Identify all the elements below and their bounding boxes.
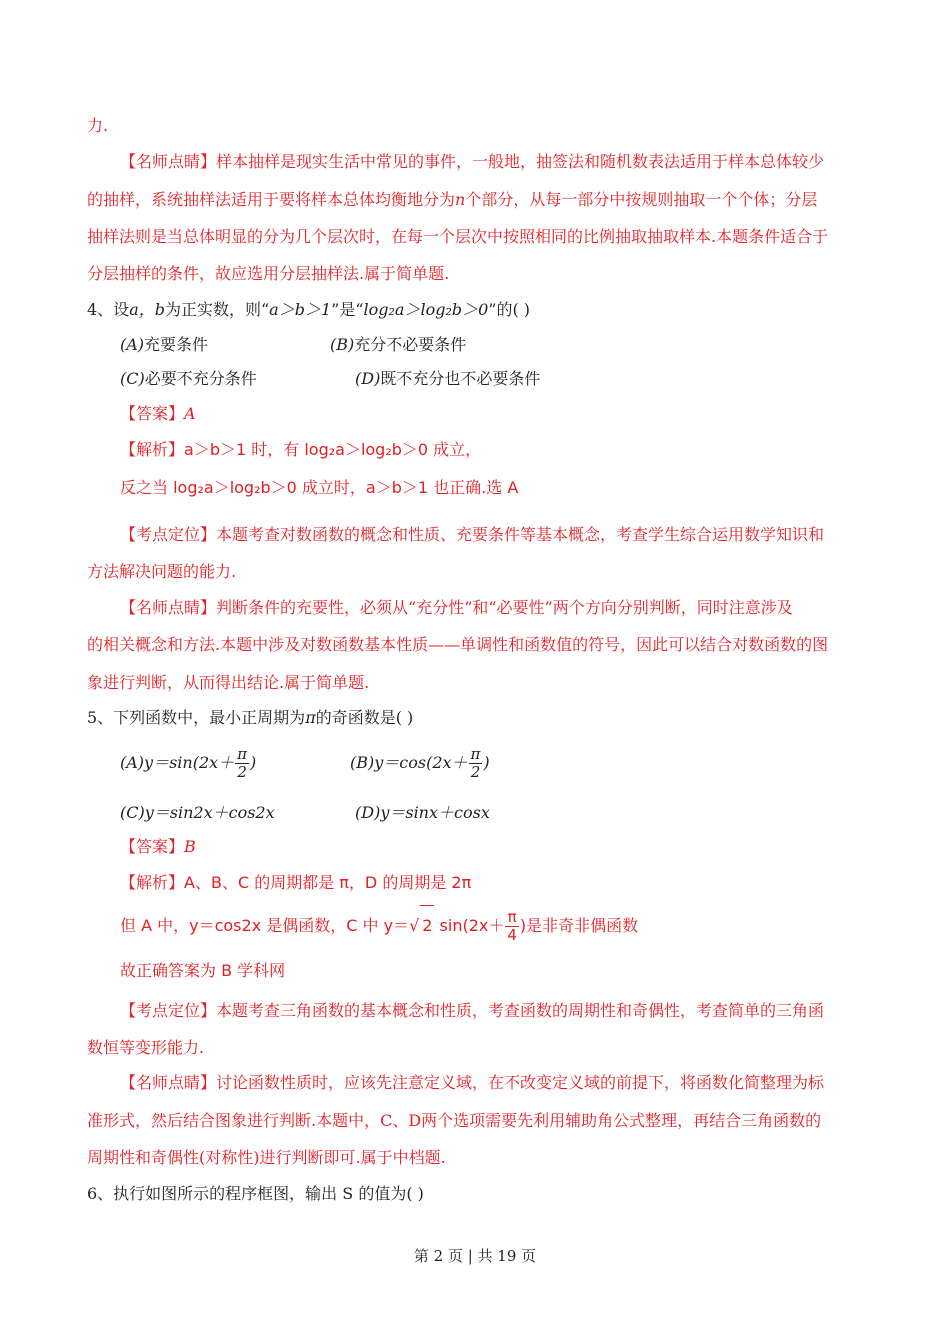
analysis-text: a＞b＞1 时，有 log₂a＞log₂b＞0 成立， [184, 440, 482, 459]
tip-var-n: n [455, 190, 466, 209]
option-letter: (D) [355, 369, 381, 388]
q5-stem-text: 5、下列函数中，最小正周期为 [87, 708, 306, 727]
analysis-text: sin(2x＋ [434, 916, 505, 935]
q5-answer [120, 837, 900, 857]
q3-tip-line-2 [87, 190, 867, 210]
q5-analysis-line-3 [120, 961, 900, 981]
option-text: (B)y＝cos(2x＋ [350, 753, 468, 772]
q4-tip-line-2 [87, 635, 867, 655]
tip-text: 分层抽样的条件，故应选用分层抽样法.属于简单题. [87, 264, 450, 283]
keypoint-text: 本题考查对数函数的概念和性质、充要条件等基本概念，考查学生综合运用数学知识和 [216, 525, 825, 544]
option-letter: (B) [330, 335, 355, 354]
answer-label: 【答案】 [120, 837, 185, 856]
q4-stem-text: 4、设 [87, 300, 130, 319]
q5-stem-text: 的奇函数是( ) [315, 708, 414, 727]
fraction-pi-over-2 [235, 746, 249, 781]
fraction-pi-over-2 [469, 746, 483, 781]
q4-stem-text: ”是“ [331, 300, 364, 319]
fraction-pi-over-4 [505, 909, 519, 944]
q5-option-a [120, 745, 256, 781]
sqrt-radicand: 2 [420, 905, 434, 946]
q5-option-b [350, 745, 490, 781]
keypoint-text: 数恒等变形能力. [87, 1038, 205, 1057]
answer-value: A [184, 404, 196, 423]
q4-tip-line-3 [87, 673, 867, 693]
keypoint-text: 本题考查三角函数的基本概念和性质，考查函数的周期性和奇偶性，考查简单的三角函 [216, 1001, 825, 1020]
tip-text: 准形式，然后结合图象进行判断.本题中，C、D两个选项需要先利用辅助角公式整理，再结合三角函数的 [87, 1111, 822, 1130]
tip-text: 周期性和奇偶性(对称性)进行判断即可.属于中档题. [87, 1148, 446, 1167]
q4-vars: a，b [129, 300, 165, 319]
analysis-text: 故正确答案为 B 学科网 [120, 961, 286, 980]
q4-option-b [330, 335, 466, 355]
continuation-text: 力. [87, 116, 109, 135]
continuation-line [87, 116, 867, 136]
fraction-denominator: 4 [507, 926, 517, 944]
option-text: 充分不必要条件 [354, 335, 467, 354]
option-text: 既不充分也不必要条件 [380, 369, 541, 388]
tip-label: 【名师点睛】 [120, 1073, 217, 1092]
analysis-label: 【解析】 [120, 440, 185, 459]
q4-stem-text: ”的( ) [488, 300, 531, 319]
q6-stem [87, 1184, 867, 1204]
analysis-label: 【解析】 [120, 873, 185, 892]
tip-label: 【名师点睛】 [120, 152, 217, 171]
q4-option-a [120, 335, 208, 355]
fraction-numerator: π [505, 909, 519, 927]
q5-keypoint-line-2 [87, 1038, 867, 1058]
answer-label: 【答案】 [120, 404, 185, 423]
q5-option-d [355, 803, 490, 823]
analysis-text: )是非奇非偶函数 [519, 916, 639, 935]
q5-tip-line-1 [120, 1073, 900, 1093]
q4-stem [87, 300, 867, 320]
analysis-text: 反之当 log₂a＞log₂b＞0 成立时，a＞b＞1 也正确.选 A [120, 478, 519, 497]
keypoint-text: 方法解决问题的能力. [87, 562, 237, 581]
q5-option-c [120, 803, 275, 823]
q5-pi: π [305, 708, 316, 727]
q4-option-d [355, 369, 540, 389]
tip-text: 的抽样，系统抽样法适用于要将样本总体均衡地分为 [87, 190, 456, 209]
tip-text: 判断条件的充要性，必须从“充分性”和“必要性”两个方向分别判断，同时注意涉及 [216, 598, 793, 617]
fraction-denominator: 2 [470, 763, 481, 781]
option-text: (C)y＝sin2x＋cos2x [120, 803, 275, 822]
q5-stem [87, 708, 867, 728]
option-letter: (A) [120, 335, 145, 354]
q4-keypoint-line-2 [87, 562, 867, 582]
analysis-text: 但 A 中，y＝cos2x 是偶函数，C 中 y＝ [120, 916, 410, 935]
tip-text: 样本抽样是现实生活中常见的事件，一般地，抽签法和随机数表法适用于样本总体较少 [216, 152, 825, 171]
q4-stem-text: 为正实数，则“ [164, 300, 270, 319]
option-text: ) [250, 753, 257, 772]
page-number: 第 2 页 | 共 19 页 [413, 1247, 537, 1265]
option-text: (D)y＝sinx＋cosx [355, 803, 490, 822]
tip-text: 讨论函数性质时，应该先注意定义域，在不改变定义域的前提下，将函数化简整理为标 [216, 1073, 825, 1092]
option-text: 必要不充分条件 [144, 369, 257, 388]
fraction-denominator: 2 [237, 763, 247, 781]
q4-condition-1: a＞b＞1 [269, 300, 332, 319]
q5-keypoint-line-1 [120, 1001, 900, 1021]
q4-option-c [120, 369, 257, 389]
option-text: 充要条件 [144, 335, 209, 354]
tip-label: 【名师点睛】 [120, 598, 217, 617]
tip-text: 个部分，从每一部分中按规则抽取一个个体；分层 [465, 190, 818, 209]
page-footer [0, 1245, 950, 1266]
q5-tip-line-2 [87, 1111, 867, 1131]
tip-text: 象进行判断，从而得出结论.属于简单题. [87, 673, 370, 692]
fraction-numerator: π [237, 745, 248, 763]
option-letter: (C) [120, 369, 145, 388]
fraction-numerator: π [470, 745, 481, 763]
q3-tip-line-4 [87, 264, 867, 284]
answer-value: B [184, 837, 196, 856]
q3-tip-line-1 [120, 152, 900, 172]
option-text: (A)y＝sin(2x＋ [120, 753, 235, 772]
option-text: ) [483, 753, 490, 772]
q6-stem-text: 6、执行如图所示的程序框图，输出 S 的值为( ) [87, 1184, 424, 1203]
tip-text: 抽样法则是当总体明显的分为几个层次时，在每一个层次中按照相同的比例抽取抽取样本.本题条件适合于 [87, 227, 829, 246]
keypoint-label: 【考点定位】 [120, 1001, 217, 1020]
q4-tip-line-1 [120, 598, 900, 618]
q3-tip-line-3 [87, 227, 867, 247]
q4-condition-2: log₂a＞log₂b＞0 [363, 300, 489, 319]
q4-analysis-line-1 [120, 440, 900, 460]
keypoint-label: 【考点定位】 [120, 525, 217, 544]
tip-text: 的相关概念和方法.本题中涉及对数函数基本性质——单调性和函数值的符号，因此可以结合对数函数的图 [87, 635, 829, 654]
q4-answer [120, 404, 900, 424]
q5-analysis-line-1 [120, 873, 900, 893]
q4-analysis-line-2 [120, 478, 900, 498]
q5-tip-line-3 [87, 1148, 867, 1168]
q5-analysis-line-2: 但 A 中，y＝cos2x 是偶函数，C 中 y＝√ 2 sin(2x＋ $\frac{\pi}{4}$ )是非奇非偶函数 [120, 905, 900, 946]
q4-keypoint-line-1 [120, 525, 900, 545]
analysis-text: A、B、C 的周期都是 π，D 的周期是 2π [184, 873, 472, 892]
